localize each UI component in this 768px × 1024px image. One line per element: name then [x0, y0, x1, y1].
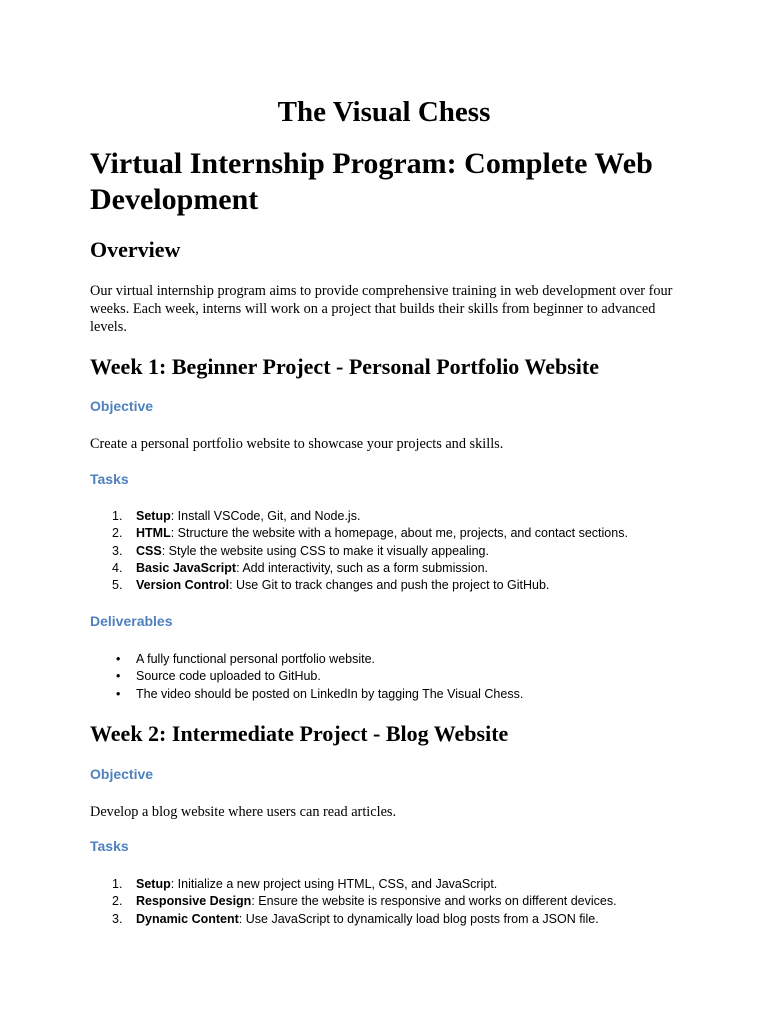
- task-text: : Ensure the website is responsive and works on different devices.: [251, 894, 617, 909]
- week2-objective-heading: Objective: [90, 766, 154, 782]
- list-item: [90, 668, 710, 685]
- list-item: [90, 525, 710, 542]
- week1-heading: Week 1: Beginner Project - Personal Portfolio Website: [90, 354, 599, 379]
- week1-deliverables-list: [90, 651, 710, 703]
- task-label: Setup: [136, 877, 171, 891]
- list-item: [90, 686, 710, 703]
- list-number: 2.: [112, 894, 123, 909]
- list-number: 1.: [112, 509, 123, 523]
- list-item: [90, 911, 710, 928]
- deliverable-text: Source code uploaded to GitHub.: [136, 669, 321, 684]
- list-number: 1.: [112, 877, 123, 891]
- week1-objective-text: Create a personal portfolio website to showcase your projects and skills.: [90, 436, 504, 452]
- deliverable-text: A fully functional personal portfolio website.: [136, 652, 376, 666]
- list-item: [90, 560, 710, 577]
- task-label: CSS: [136, 543, 162, 558]
- task-label: HTML: [136, 526, 171, 541]
- program-heading: Virtual Internship Program: Complete Web Development: [90, 147, 653, 216]
- week2-objective-text: Develop a blog website where users can read articles.: [90, 804, 397, 820]
- list-number: 2.: [112, 526, 123, 541]
- week2-tasks-heading: Tasks: [90, 838, 129, 854]
- task-text: : Structure the website with a homepage, about me, projects, and contact sections.: [170, 526, 628, 541]
- document-title: The Visual Chess: [277, 96, 491, 128]
- task-text: : Use Git to track changes and push the project to GitHub.: [229, 578, 550, 593]
- week2-heading: Week 2: Intermediate Project - Blog Website: [90, 721, 509, 746]
- week1-tasks-heading: Tasks: [90, 471, 129, 487]
- task-label: Dynamic Content: [136, 911, 239, 926]
- list-number: 3.: [112, 911, 123, 926]
- task-text: : Add interactivity, such as a form submission.: [236, 560, 489, 575]
- task-label: Version Control: [136, 578, 230, 593]
- list-number: 3.: [112, 543, 123, 558]
- task-label: Setup: [136, 509, 171, 523]
- list-number: 5.: [112, 578, 123, 593]
- list-item: [90, 577, 710, 594]
- task-label: Basic JavaScript: [136, 560, 237, 575]
- task-text: : Install VSCode, Git, and Node.js.: [170, 509, 361, 523]
- task-label: Responsive Design: [136, 894, 252, 909]
- week2-task-list: [90, 876, 710, 928]
- overview-text: Our virtual internship program aims to provide comprehensive training in web development over four weeks. Each week, interns will work on a project that builds their skills from beginner to advanced levels.: [90, 283, 673, 335]
- list-item: [90, 893, 710, 910]
- task-text: : Use JavaScript to dynamically load blog posts from a JSON file.: [238, 911, 599, 926]
- task-text: : Initialize a new project using HTML, CSS, and JavaScript.: [170, 877, 498, 891]
- list-item: [90, 876, 710, 893]
- bullet-icon: •: [116, 652, 121, 666]
- list-number: 4.: [112, 560, 123, 575]
- list-item: [90, 543, 710, 560]
- deliverable-text: The video should be posted on LinkedIn by tagging The Visual Chess.: [136, 686, 524, 701]
- task-text: : Style the website using CSS to make it visually appealing.: [161, 543, 489, 558]
- week1-deliverables-heading: Deliverables: [90, 613, 173, 629]
- list-item: [90, 651, 710, 668]
- list-item: [90, 508, 710, 525]
- week1-task-list: [90, 508, 710, 594]
- bullet-icon: •: [116, 686, 121, 701]
- overview-heading: Overview: [90, 237, 181, 262]
- week1-objective-heading: Objective: [90, 398, 154, 414]
- bullet-icon: •: [116, 669, 121, 684]
